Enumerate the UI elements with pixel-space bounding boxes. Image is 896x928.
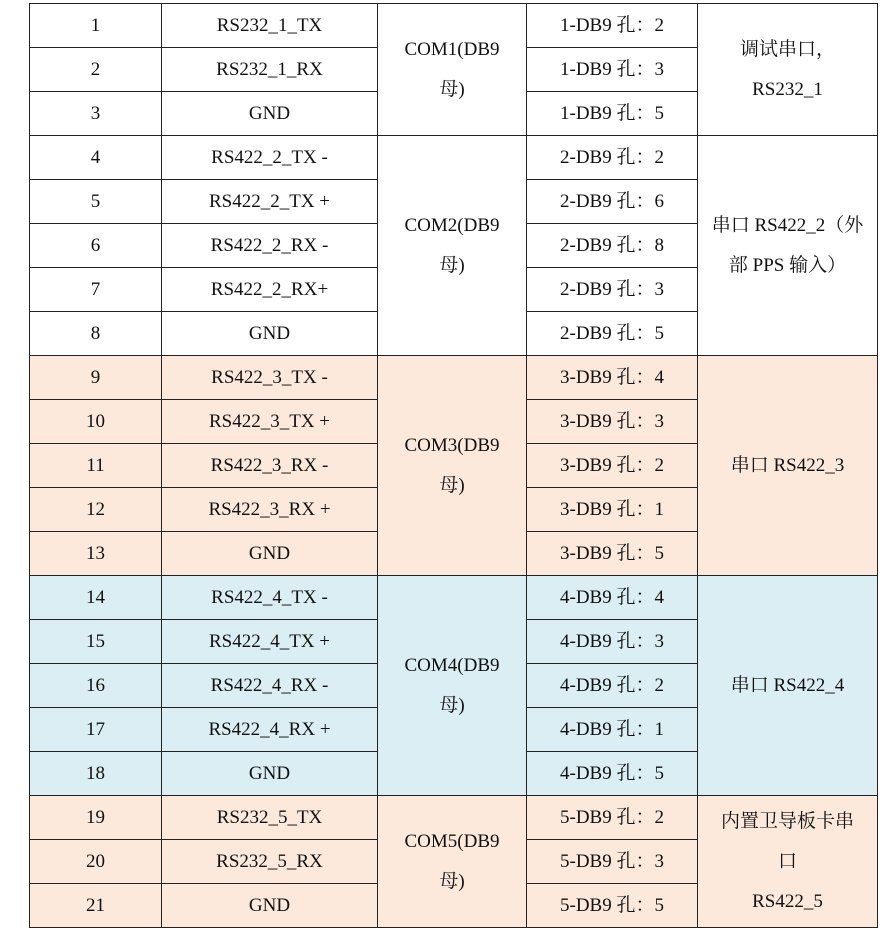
signal-name-cell: RS422_4_TX - (162, 576, 378, 620)
signal-name-cell: RS422_2_RX+ (162, 268, 378, 312)
table-row (30, 136, 878, 180)
connector-pin-cell: 2-DB9 孔：3 (527, 268, 698, 312)
port-description-label: 内置卫导板卡串 (720, 810, 854, 832)
port-description-label: RS232_1 (752, 78, 823, 100)
com-port-cell (378, 576, 527, 796)
connector-pin-cell: 1-DB9 孔：2 (527, 4, 698, 48)
signal-name-cell: RS232_5_RX (162, 840, 378, 884)
com-port-label: 母) (439, 870, 465, 892)
pin-number-cell: 7 (30, 268, 162, 312)
com-port-label: 母) (439, 78, 465, 100)
connector-pin-cell: 4-DB9 孔：3 (527, 620, 698, 664)
pin-number-cell: 10 (30, 400, 162, 444)
port-description-label: 部 PPS 输入） (728, 254, 847, 276)
signal-name-cell: RS422_2_TX + (162, 180, 378, 224)
port-description-cell (698, 576, 878, 796)
connector-pin-cell: 4-DB9 孔：2 (527, 664, 698, 708)
signal-name-cell: RS422_4_RX - (162, 664, 378, 708)
signal-name-cell: RS232_5_TX (162, 796, 378, 840)
connector-pin-cell: 2-DB9 孔：8 (527, 224, 698, 268)
connector-pin-cell: 5-DB9 孔：5 (527, 884, 698, 928)
port-description-cell (698, 356, 878, 576)
connector-pin-cell: 3-DB9 孔：1 (527, 488, 698, 532)
pin-number-cell: 20 (30, 840, 162, 884)
com-port-label: COM4(DB9 (404, 654, 500, 676)
com-port-label: COM5(DB9 (404, 830, 500, 852)
signal-name-cell: RS422_3_TX - (162, 356, 378, 400)
connector-pin-cell: 1-DB9 孔：3 (527, 48, 698, 92)
pin-number-cell: 6 (30, 224, 162, 268)
pin-table-body (30, 4, 878, 928)
pin-number-cell: 4 (30, 136, 162, 180)
signal-name-cell: RS232_1_RX (162, 48, 378, 92)
port-description-label: 串口 RS422_3 (730, 454, 845, 476)
port-description-label: 串口 RS422_4 (730, 674, 845, 696)
pin-number-cell: 18 (30, 752, 162, 796)
com-port-cell (378, 356, 527, 576)
pin-number-cell: 19 (30, 796, 162, 840)
pin-number-cell: 14 (30, 576, 162, 620)
connector-pin-cell: 4-DB9 孔：4 (527, 576, 698, 620)
table-row (30, 356, 878, 400)
pin-assignment-table (29, 3, 878, 928)
port-description-label: 口 (777, 850, 797, 872)
pin-number-cell: 13 (30, 532, 162, 576)
signal-name-cell: RS422_4_TX + (162, 620, 378, 664)
table-row (30, 796, 878, 840)
signal-name-cell: RS422_2_TX - (162, 136, 378, 180)
signal-name-cell: RS422_3_TX + (162, 400, 378, 444)
table-row (30, 576, 878, 620)
pin-number-cell: 11 (30, 444, 162, 488)
com-port-cell (378, 796, 527, 928)
signal-name-cell: RS422_2_RX - (162, 224, 378, 268)
com-port-label: 母) (439, 694, 465, 716)
pin-number-cell: 12 (30, 488, 162, 532)
pin-number-cell: 2 (30, 48, 162, 92)
signal-name-cell: RS422_4_RX + (162, 708, 378, 752)
com-port-label: 母) (439, 474, 465, 496)
port-description-label: 调试串口， (739, 38, 835, 60)
table-row (30, 4, 878, 48)
port-description-cell (698, 136, 878, 356)
com-port-label: 母) (439, 254, 465, 276)
signal-name-cell: GND (162, 532, 378, 576)
pin-number-cell: 17 (30, 708, 162, 752)
pin-number-cell: 5 (30, 180, 162, 224)
signal-name-cell: GND (162, 752, 378, 796)
connector-pin-cell: 2-DB9 孔：2 (527, 136, 698, 180)
signal-name-cell: RS422_3_RX - (162, 444, 378, 488)
port-description-label: RS422_5 (752, 890, 823, 912)
pin-number-cell: 16 (30, 664, 162, 708)
com-port-cell (378, 136, 527, 356)
com-port-cell (378, 4, 527, 136)
signal-name-cell: RS232_1_TX (162, 4, 378, 48)
port-description-label: 串口 RS422_2（外 (711, 214, 864, 236)
pin-number-cell: 21 (30, 884, 162, 928)
signal-name-cell: GND (162, 884, 378, 928)
port-description-cell (698, 796, 878, 928)
connector-pin-cell: 3-DB9 孔：2 (527, 444, 698, 488)
connector-pin-cell: 1-DB9 孔：5 (527, 92, 698, 136)
connector-pin-cell: 4-DB9 孔：1 (527, 708, 698, 752)
connector-pin-cell: 3-DB9 孔：4 (527, 356, 698, 400)
connector-pin-cell: 5-DB9 孔：2 (527, 796, 698, 840)
connector-pin-cell: 2-DB9 孔：6 (527, 180, 698, 224)
com-port-label: COM2(DB9 (404, 214, 500, 236)
pin-number-cell: 1 (30, 4, 162, 48)
connector-pin-cell: 3-DB9 孔：5 (527, 532, 698, 576)
pin-number-cell: 15 (30, 620, 162, 664)
port-description-cell (698, 4, 878, 136)
com-port-label: COM3(DB9 (404, 434, 500, 456)
pin-number-cell: 8 (30, 312, 162, 356)
com-port-label: COM1(DB9 (404, 38, 500, 60)
pin-number-cell: 9 (30, 356, 162, 400)
signal-name-cell: GND (162, 312, 378, 356)
signal-name-cell: GND (162, 92, 378, 136)
signal-name-cell: RS422_3_RX + (162, 488, 378, 532)
connector-pin-cell: 4-DB9 孔：5 (527, 752, 698, 796)
connector-pin-cell: 3-DB9 孔：3 (527, 400, 698, 444)
connector-pin-cell: 5-DB9 孔：3 (527, 840, 698, 884)
pin-number-cell: 3 (30, 92, 162, 136)
connector-pin-cell: 2-DB9 孔：5 (527, 312, 698, 356)
